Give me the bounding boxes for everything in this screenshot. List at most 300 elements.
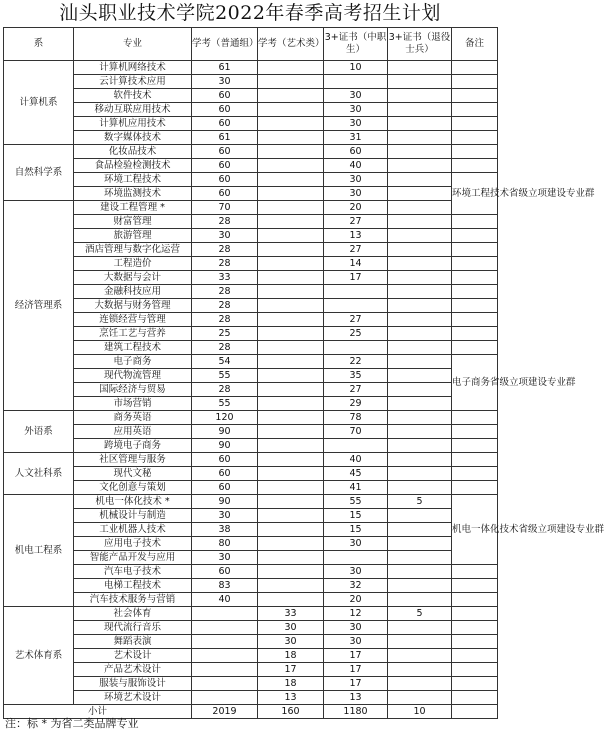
quota-cert-vocational: 30: [324, 565, 388, 579]
quota-exam-art: 18: [258, 677, 324, 691]
department-name: 外语系: [4, 411, 74, 453]
quota-cert-vocational: 55: [324, 495, 388, 509]
quota-exam-general: 60: [192, 481, 258, 495]
quota-cert-veteran: [388, 509, 452, 523]
table-row: [4, 467, 498, 481]
quota-exam-art: [258, 229, 324, 243]
major-name: 建设工程管理 *: [74, 201, 192, 215]
major-name: 汽车电子技术: [74, 565, 192, 579]
quota-exam-general: 33: [192, 271, 258, 285]
remark-cell: 机电一体化技术省级立项建设专业群: [452, 495, 498, 565]
remark-empty: [452, 691, 498, 705]
quota-exam-art: [258, 411, 324, 425]
remark-empty: [452, 565, 498, 579]
table-row: [4, 201, 498, 215]
quota-cert-veteran: [388, 411, 452, 425]
quota-cert-veteran: [388, 397, 452, 411]
quota-exam-general: 55: [192, 397, 258, 411]
quota-cert-veteran: [388, 173, 452, 187]
major-name: 环境艺术设计: [74, 691, 192, 705]
quota-exam-art: [258, 215, 324, 229]
table-row: [4, 383, 498, 397]
table-row: [4, 103, 498, 117]
quota-exam-general: [192, 621, 258, 635]
department-name: 自然科学系: [4, 145, 74, 201]
remark-empty: [452, 299, 498, 313]
remark-empty: [452, 677, 498, 691]
department-name: 机电工程系: [4, 495, 74, 607]
remark-empty: [452, 229, 498, 243]
quota-exam-general: 70: [192, 201, 258, 215]
table-row: [4, 565, 498, 579]
table-row: [4, 649, 498, 663]
header-remark: 备注: [452, 28, 498, 61]
quota-exam-art: [258, 89, 324, 103]
remark-empty: [452, 145, 498, 159]
quota-cert-vocational: 60: [324, 145, 388, 159]
remark-empty: [452, 257, 498, 271]
remark-cell: 电子商务省级立项建设专业群: [452, 355, 498, 411]
quota-cert-veteran: [388, 579, 452, 593]
quota-exam-general: 60: [192, 103, 258, 117]
quota-exam-art: [258, 299, 324, 313]
quota-exam-general: 28: [192, 215, 258, 229]
remark-empty: [452, 467, 498, 481]
quota-cert-vocational: 30: [324, 89, 388, 103]
quota-cert-vocational: 27: [324, 313, 388, 327]
header-major: 专业: [74, 28, 192, 61]
quota-cert-veteran: [388, 523, 452, 537]
major-name: 市场营销: [74, 397, 192, 411]
header-dept: 系: [4, 28, 74, 61]
quota-exam-art: [258, 565, 324, 579]
total-cert-vocational: 1180: [324, 705, 388, 719]
major-name: 计算机应用技术: [74, 117, 192, 131]
total-exam-general: 2019: [192, 705, 258, 719]
quota-cert-vocational: [324, 341, 388, 355]
quota-exam-general: [192, 607, 258, 621]
major-name: 旅游管理: [74, 229, 192, 243]
quota-exam-art: [258, 257, 324, 271]
quota-exam-art: [258, 341, 324, 355]
remark-empty: [452, 243, 498, 257]
quota-exam-art: 30: [258, 635, 324, 649]
major-name: 机械设计与制造: [74, 509, 192, 523]
quota-exam-art: [258, 313, 324, 327]
table-row: [4, 89, 498, 103]
table-row: [4, 145, 498, 159]
major-name: 计算机网络技术: [74, 61, 192, 75]
quota-cert-veteran: [388, 635, 452, 649]
table-row: [4, 593, 498, 607]
quota-exam-general: 60: [192, 187, 258, 201]
table-row: [4, 537, 498, 551]
quota-cert-vocational: 13: [324, 691, 388, 705]
table-row: [4, 159, 498, 173]
major-name: 社区管理与服务: [74, 453, 192, 467]
quota-cert-vocational: 17: [324, 677, 388, 691]
quota-exam-art: [258, 537, 324, 551]
quota-exam-general: 83: [192, 579, 258, 593]
quota-cert-veteran: [388, 565, 452, 579]
remark-empty: [452, 313, 498, 327]
remark-empty: [452, 635, 498, 649]
quota-exam-general: [192, 691, 258, 705]
remark-empty: [452, 341, 498, 355]
quota-exam-art: [258, 271, 324, 285]
quota-exam-art: [258, 355, 324, 369]
remark-empty: [452, 271, 498, 285]
quota-cert-vocational: 13: [324, 229, 388, 243]
remark-empty: [452, 579, 498, 593]
quota-cert-vocational: 40: [324, 159, 388, 173]
quota-exam-general: 54: [192, 355, 258, 369]
quota-cert-veteran: [388, 621, 452, 635]
quota-exam-art: [258, 481, 324, 495]
table-row: [4, 341, 498, 355]
quota-exam-general: 28: [192, 341, 258, 355]
remark-empty: [452, 481, 498, 495]
remark-empty: [452, 103, 498, 117]
quota-exam-art: [258, 285, 324, 299]
quota-exam-general: 61: [192, 61, 258, 75]
quota-cert-veteran: [388, 131, 452, 145]
remark-cell: 环境工程技术省级立项建设专业群: [452, 173, 498, 215]
table-row: [4, 355, 498, 369]
quota-cert-vocational: 20: [324, 201, 388, 215]
major-name: 连锁经营与管理: [74, 313, 192, 327]
quota-exam-general: [192, 635, 258, 649]
quota-exam-art: [258, 579, 324, 593]
remark-empty: [452, 649, 498, 663]
quota-exam-art: [258, 523, 324, 537]
remark-empty: [452, 621, 498, 635]
quota-cert-veteran: [388, 341, 452, 355]
quota-exam-general: 55: [192, 369, 258, 383]
quota-cert-veteran: [388, 677, 452, 691]
quota-cert-vocational: 32: [324, 579, 388, 593]
quota-cert-vocational: 30: [324, 621, 388, 635]
major-name: 烹饪工艺与营养: [74, 327, 192, 341]
table-row: [4, 243, 498, 257]
quota-exam-general: 60: [192, 145, 258, 159]
quota-exam-general: 90: [192, 495, 258, 509]
quota-exam-art: [258, 103, 324, 117]
quota-cert-veteran: 5: [388, 495, 452, 509]
major-name: 应用英语: [74, 425, 192, 439]
major-name: 电梯工程技术: [74, 579, 192, 593]
quota-cert-veteran: [388, 159, 452, 173]
quota-exam-art: [258, 397, 324, 411]
table-row: [4, 495, 498, 509]
total-exam-art: 160: [258, 705, 324, 719]
quota-cert-vocational: 25: [324, 327, 388, 341]
quota-exam-general: 30: [192, 75, 258, 89]
table-header-row: [4, 28, 498, 61]
remark-empty: [452, 705, 498, 719]
remark-empty: [452, 327, 498, 341]
quota-exam-general: 60: [192, 173, 258, 187]
major-name: 现代文秘: [74, 467, 192, 481]
quota-cert-vocational: 22: [324, 355, 388, 369]
quota-exam-art: [258, 327, 324, 341]
quota-cert-veteran: [388, 439, 452, 453]
quota-cert-vocational: 29: [324, 397, 388, 411]
quota-cert-veteran: [388, 453, 452, 467]
quota-cert-veteran: [388, 369, 452, 383]
quota-exam-general: 28: [192, 383, 258, 397]
major-name: 酒店管理与数字化运营: [74, 243, 192, 257]
quota-exam-art: [258, 173, 324, 187]
quota-cert-veteran: [388, 271, 452, 285]
major-name: 化妆品技术: [74, 145, 192, 159]
major-name: 国际经济与贸易: [74, 383, 192, 397]
quota-cert-vocational: 40: [324, 453, 388, 467]
quota-cert-veteran: [388, 257, 452, 271]
quota-exam-art: [258, 551, 324, 565]
major-name: 舞蹈表演: [74, 635, 192, 649]
table-row: [4, 607, 498, 621]
quota-exam-general: [192, 649, 258, 663]
quota-exam-general: 90: [192, 425, 258, 439]
quota-exam-general: 30: [192, 509, 258, 523]
quota-exam-general: 80: [192, 537, 258, 551]
table-row: [4, 369, 498, 383]
major-name: 产品艺术设计: [74, 663, 192, 677]
remark-empty: [452, 453, 498, 467]
quota-cert-veteran: [388, 243, 452, 257]
header-cert-veteran: 3+证书（退役士兵）: [388, 28, 452, 61]
remark-empty: [452, 61, 498, 75]
table-row: [4, 187, 498, 201]
quota-cert-vocational: 20: [324, 593, 388, 607]
major-name: 移动互联应用技术: [74, 103, 192, 117]
quota-exam-art: [258, 425, 324, 439]
table-row: [4, 439, 498, 453]
quota-cert-vocational: 45: [324, 467, 388, 481]
quota-cert-vocational: 30: [324, 635, 388, 649]
remark-empty: [452, 89, 498, 103]
quota-cert-veteran: [388, 299, 452, 313]
major-name: 电子商务: [74, 355, 192, 369]
quota-cert-veteran: [388, 103, 452, 117]
quota-exam-art: 13: [258, 691, 324, 705]
table-row: [4, 257, 498, 271]
quota-exam-art: 18: [258, 649, 324, 663]
quota-exam-art: 33: [258, 607, 324, 621]
table-row: [4, 327, 498, 341]
table-row: [4, 523, 498, 537]
quota-exam-art: [258, 187, 324, 201]
quota-exam-art: [258, 243, 324, 257]
department-name: 经济管理系: [4, 201, 74, 411]
header-cert-vocational: 3+证书（中职生）: [324, 28, 388, 61]
major-name: 文化创意与策划: [74, 481, 192, 495]
quota-cert-veteran: [388, 663, 452, 677]
major-name: 食品检验检测技术: [74, 159, 192, 173]
quota-cert-veteran: [388, 229, 452, 243]
quota-cert-vocational: 35: [324, 369, 388, 383]
quota-exam-general: 120: [192, 411, 258, 425]
quota-exam-art: [258, 453, 324, 467]
table-row: [4, 313, 498, 327]
table-row: [4, 229, 498, 243]
table-row: [4, 509, 498, 523]
quota-cert-vocational: 17: [324, 271, 388, 285]
quota-exam-general: 38: [192, 523, 258, 537]
major-name: 工业机器人技术: [74, 523, 192, 537]
quota-cert-vocational: [324, 299, 388, 313]
quota-exam-general: 60: [192, 117, 258, 131]
page-title: 汕头职业技术学院2022年春季高考招生计划: [59, 2, 441, 24]
quota-cert-vocational: 30: [324, 173, 388, 187]
table-row: [4, 411, 498, 425]
quota-exam-art: [258, 131, 324, 145]
quota-exam-general: 40: [192, 593, 258, 607]
quota-cert-veteran: [388, 145, 452, 159]
major-name: 金融科技应用: [74, 285, 192, 299]
quota-exam-art: [258, 509, 324, 523]
table-row: [4, 425, 498, 439]
quota-cert-veteran: [388, 355, 452, 369]
remark-empty: [452, 131, 498, 145]
major-name: 服装与服饰设计: [74, 677, 192, 691]
table-row: [4, 397, 498, 411]
total-label: 小计: [4, 705, 192, 719]
quota-exam-general: 25: [192, 327, 258, 341]
table-row: [4, 677, 498, 691]
quota-cert-vocational: 17: [324, 649, 388, 663]
remark-empty: [452, 285, 498, 299]
quota-cert-vocational: [324, 285, 388, 299]
major-name: 机电一体化技术 *: [74, 495, 192, 509]
quota-cert-vocational: [324, 75, 388, 89]
quota-cert-veteran: [388, 61, 452, 75]
remark-empty: [452, 439, 498, 453]
major-name: 汽车技术服务与营销: [74, 593, 192, 607]
quota-cert-veteran: [388, 383, 452, 397]
quota-cert-vocational: 30: [324, 103, 388, 117]
quota-cert-veteran: [388, 649, 452, 663]
quota-cert-veteran: [388, 467, 452, 481]
quota-cert-vocational: 15: [324, 509, 388, 523]
remark-empty: [452, 663, 498, 677]
quota-exam-general: [192, 677, 258, 691]
major-name: 建筑工程技术: [74, 341, 192, 355]
major-name: 软件技术: [74, 89, 192, 103]
quota-exam-general: 28: [192, 285, 258, 299]
quota-exam-art: [258, 495, 324, 509]
major-name: 社会体育: [74, 607, 192, 621]
quota-cert-veteran: [388, 481, 452, 495]
quota-cert-veteran: [388, 187, 452, 201]
quota-exam-general: 60: [192, 453, 258, 467]
table-row: [4, 215, 498, 229]
header-exam-art: 学考（艺术类）: [258, 28, 324, 61]
quota-cert-vocational: 27: [324, 215, 388, 229]
major-name: 工程造价: [74, 257, 192, 271]
quota-exam-art: [258, 117, 324, 131]
major-name: 智能产品开发与应用: [74, 551, 192, 565]
major-name: 数字媒体技术: [74, 131, 192, 145]
quota-exam-art: [258, 159, 324, 173]
remark-empty: [452, 593, 498, 607]
table-row: [4, 61, 498, 75]
quota-cert-vocational: 31: [324, 131, 388, 145]
quota-cert-veteran: [388, 691, 452, 705]
table-row: [4, 173, 498, 187]
quota-exam-art: [258, 439, 324, 453]
table-row: [4, 691, 498, 705]
quota-exam-art: 30: [258, 621, 324, 635]
quota-cert-veteran: [388, 551, 452, 565]
table-row: [4, 551, 498, 565]
quota-exam-art: [258, 61, 324, 75]
quota-exam-general: 30: [192, 551, 258, 565]
major-name: 商务英语: [74, 411, 192, 425]
quota-cert-vocational: 12: [324, 607, 388, 621]
enrollment-plan-table: [3, 27, 604, 719]
quota-exam-art: [258, 383, 324, 397]
quota-cert-veteran: 5: [388, 607, 452, 621]
table-row: [4, 131, 498, 145]
remark-empty: [452, 117, 498, 131]
major-name: 应用电子技术: [74, 537, 192, 551]
total-cert-veteran: 10: [388, 705, 452, 719]
table-row: [4, 635, 498, 649]
department-name: 计算机系: [4, 61, 74, 145]
quota-cert-veteran: [388, 537, 452, 551]
major-name: 财富管理: [74, 215, 192, 229]
major-name: 云计算技术应用: [74, 75, 192, 89]
quota-cert-veteran: [388, 201, 452, 215]
table-row: [4, 299, 498, 313]
major-name: 大数据与会计: [74, 271, 192, 285]
quota-exam-general: 30: [192, 229, 258, 243]
quota-exam-general: 61: [192, 131, 258, 145]
quota-cert-veteran: [388, 89, 452, 103]
quota-exam-general: 28: [192, 299, 258, 313]
remark-empty: [452, 159, 498, 173]
quota-exam-general: 28: [192, 257, 258, 271]
quota-cert-vocational: 78: [324, 411, 388, 425]
quota-cert-vocational: 70: [324, 425, 388, 439]
quota-exam-art: [258, 145, 324, 159]
remark-empty: [452, 215, 498, 229]
quota-cert-vocational: 10: [324, 61, 388, 75]
remark-empty: [452, 607, 498, 621]
table-row: [4, 285, 498, 299]
quota-cert-vocational: 17: [324, 663, 388, 677]
major-name: 现代物流管理: [74, 369, 192, 383]
quota-cert-vocational: 27: [324, 243, 388, 257]
quota-exam-art: [258, 75, 324, 89]
major-name: 现代流行音乐: [74, 621, 192, 635]
major-name: 环境监测技术: [74, 187, 192, 201]
table-row: [4, 75, 498, 89]
quota-cert-veteran: [388, 75, 452, 89]
quota-cert-vocational: 27: [324, 383, 388, 397]
table-row: [4, 481, 498, 495]
major-name: 大数据与财务管理: [74, 299, 192, 313]
quota-cert-vocational: 15: [324, 523, 388, 537]
remark-empty: [452, 411, 498, 425]
quota-cert-veteran: [388, 327, 452, 341]
quota-exam-general: 28: [192, 313, 258, 327]
header-exam-general: 学考（普通组）: [192, 28, 258, 61]
quota-exam-art: [258, 593, 324, 607]
department-name: 艺术体育系: [4, 607, 74, 705]
